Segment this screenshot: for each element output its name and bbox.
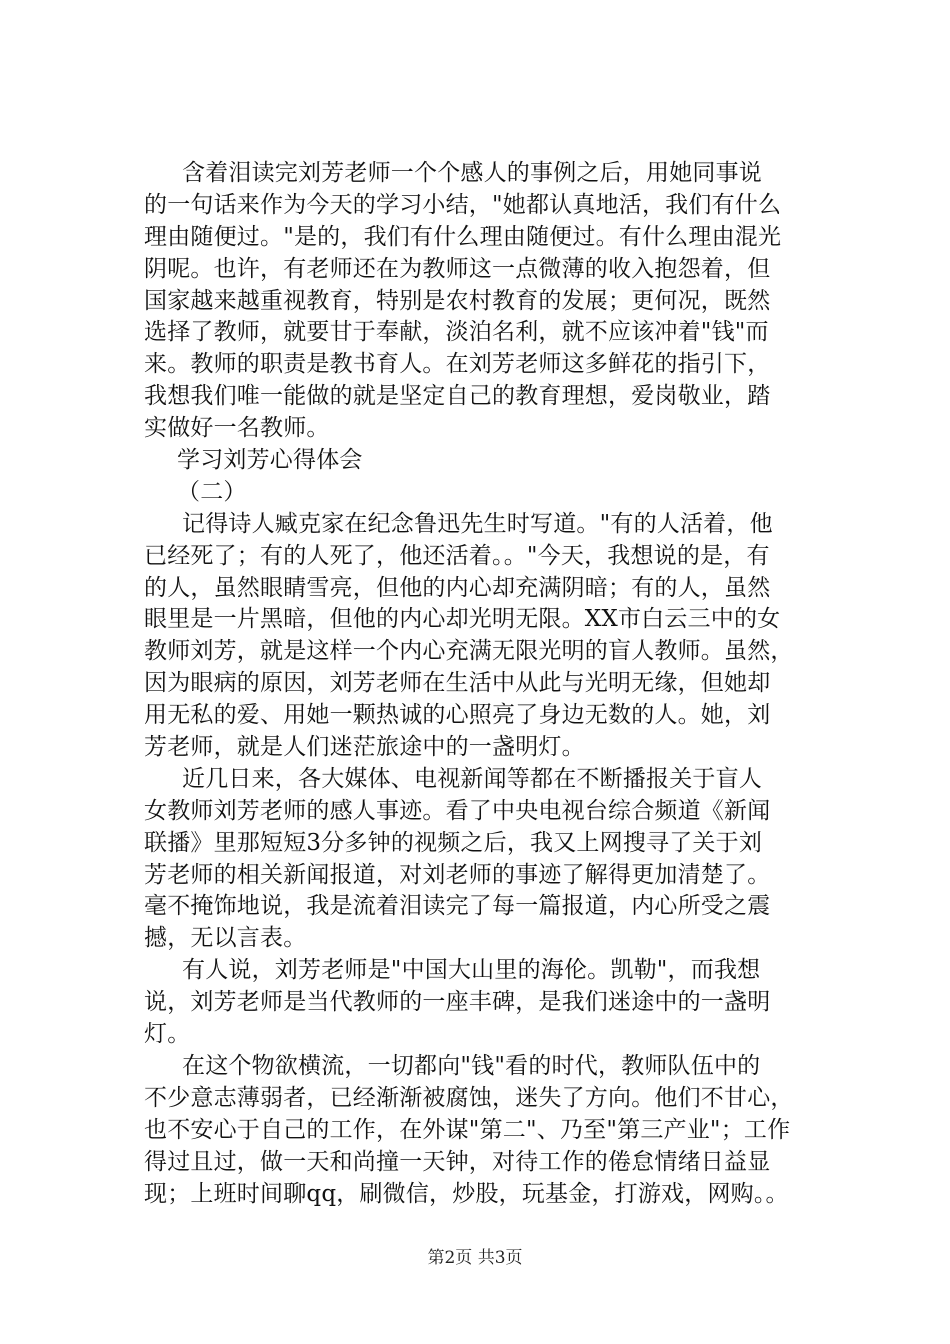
text-line: 女教师刘芳老师的感人事迹。看了中央电视台综合频道《新闻 — [144, 797, 771, 824]
text-line: 近几日来，各大媒体、电视新闻等都在不断播报关于盲人 — [182, 765, 762, 792]
document-body — [144, 158, 834, 1210]
text-line: 说，刘芳老师是当代教师的一座丰碑，是我们迷途中的一盏明 — [144, 989, 771, 1016]
text-line: 阴呢。也许，有老师还在为教师这一点微薄的收入抱怨着，但 — [144, 255, 771, 282]
text-line: 记得诗人臧克家在纪念鲁迅先生时写道。"有的人活着，他 — [182, 510, 773, 537]
text-line: 得过且过，做一天和尚撞一天钟，对待工作的倦怠情绪日益显 — [144, 1148, 771, 1175]
text-line: 也不安心于自己的工作，在外谋"第二"、乃至"第三产业"；工作 — [144, 1116, 791, 1143]
text-line: 因为眼病的原因，刘芳老师在生活中从此与光明无缘，但她却 — [144, 670, 771, 697]
text-line: 现；上班时间聊qq，刷微信，炒股，玩基金，打游戏，网购。。 — [144, 1180, 789, 1207]
text-line: 国家越来越重视教育，特别是农村教育的发展；更何况，既然 — [144, 287, 771, 314]
text-line: 含着泪读完刘芳老师一个个感人的事例之后，用她同事说 — [182, 160, 762, 186]
text-line: 眼里是一片黑暗，但他的内心却光明无限。XX市白云三中的女 — [144, 606, 781, 633]
text-line: 来。教师的职责是教书育人。在刘芳老师这多鲜花的指引下， — [144, 351, 771, 378]
text-line: 芳老师，就是人们迷茫旅途中的一盏明灯。 — [144, 734, 585, 761]
section-number: （二） — [177, 478, 247, 505]
text-line: 选择了教师，就要甘于奉献，淡泊名利，就不应该冲着"钱"而 — [144, 319, 769, 346]
text-line: 联播》里那短短3分多钟的视频之后，我又上网搜寻了关于刘 — [144, 829, 763, 856]
text-line: 在这个物欲横流，一切都向"钱"看的时代，教师队伍中的 — [182, 1052, 761, 1079]
text-line: 撼，无以言表。 — [144, 925, 307, 952]
text-line: 实做好一名教师。 — [144, 415, 330, 442]
text-line: 用无私的爱、用她一颗热诚的心照亮了身边无数的人。她，刘 — [144, 702, 771, 729]
section-heading: 学习刘芳心得体会 — [177, 447, 363, 474]
text-line: 教师刘芳，就是这样一个内心充满无限光明的盲人教师。虽然， — [144, 638, 794, 665]
text-line: 我想我们唯一能做的就是坚定自己的教育理想，爱岗敬业，踏 — [144, 383, 771, 410]
text-line: 不少意志薄弱者，已经渐渐被腐蚀，迷失了方向。他们不甘心， — [144, 1084, 794, 1111]
text-line: 毫不掩饰地说，我是流着泪读完了每一篇报道，内心所受之震 — [144, 893, 771, 920]
page-number-footer: 第2页 共3页 — [427, 1248, 523, 1268]
text-line: 芳老师的相关新闻报道，对刘老师的事迹了解得更加清楚了。 — [144, 861, 771, 888]
text-line: 有人说，刘芳老师是"中国大山里的海伦。凯勒"，而我想 — [182, 957, 761, 984]
text-line: 灯。 — [144, 1021, 191, 1048]
text-line: 的人，虽然眼睛雪亮，但他的内心却充满阴暗；有的人，虽然 — [144, 574, 771, 601]
text-line: 的一句话来作为今天的学习小结，"她都认真地活，我们有什么 — [144, 191, 782, 218]
text-line: 理由随便过。"是的，我们有什么理由随便过。有什么理由混光 — [144, 223, 782, 250]
text-line: 已经死了；有的人死了，他还活着。。"今天，我想说的是，有 — [144, 542, 770, 569]
